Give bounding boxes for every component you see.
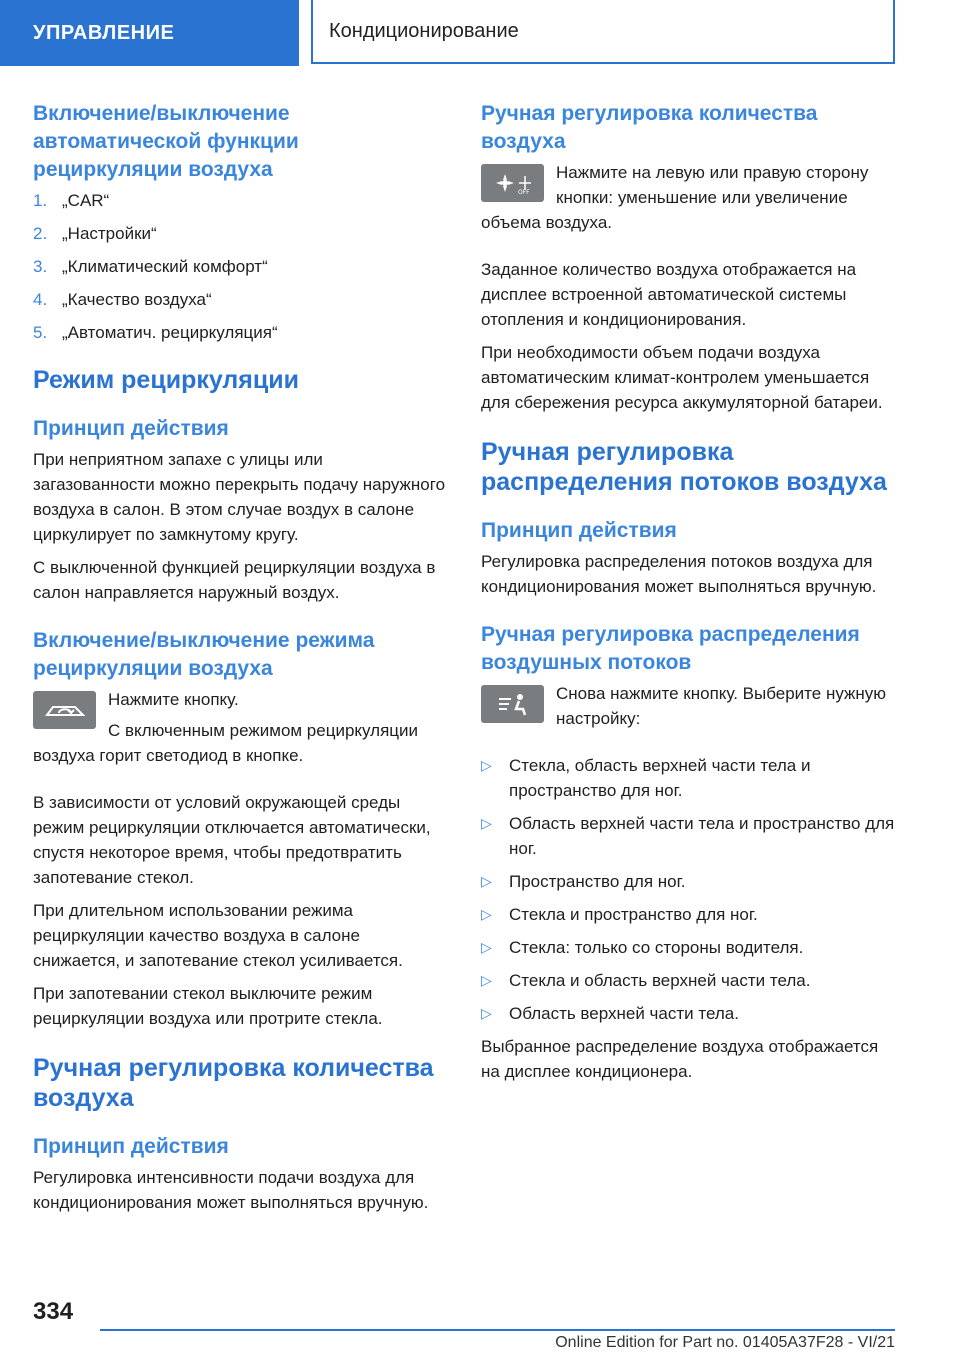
triangle-bullet-icon: ▷: [481, 972, 492, 988]
paragraph: Нажмите на левую или правую сторону кнопки: уменьшение или увеличение объема воздуха.: [481, 163, 869, 232]
heading-manual-amount: Ручная регулировка количества воздуха: [33, 1054, 434, 1112]
paragraph: Заданное количество воздуха отображается на дисплее встроенной автоматической системы отопления и кондиционирования.: [481, 260, 857, 329]
options-list: [481, 753, 897, 1026]
section-tab: УПРАВЛЕНИЕ: [0, 0, 299, 66]
right-column: [481, 100, 897, 1092]
list-item: [33, 254, 448, 279]
heading-onoff-auto-recirc: Включение/выключение автоматической функции рециркуляции воздуха: [33, 102, 299, 181]
recirc-instruction: [33, 687, 448, 782]
triangle-bullet-icon: ▷: [481, 873, 492, 889]
edition-text: Online Edition for Part no. 01405A37F28 - VI/21: [555, 1334, 895, 1351]
paragraph: В зависимости от условий окружающей среды режим рециркуляции отключается автоматически, спустя некоторое время, чтобы предотвратить запотевание стекол.: [33, 793, 431, 887]
step-number: 5.: [33, 323, 48, 342]
list-item: [481, 869, 897, 894]
step-number: 4.: [33, 290, 48, 309]
left-column: [33, 100, 448, 1223]
list-item: [481, 968, 897, 993]
heading-onoff-recirc-mode: Включение/выключение режима рециркуляции воздуха: [33, 629, 375, 680]
heading-manual-distribution: Ручная регулировка распределения потоков воздуха: [481, 438, 887, 496]
list-item: [481, 902, 897, 927]
triangle-bullet-icon: ▷: [481, 757, 492, 773]
list-item: [33, 320, 448, 345]
triangle-bullet-icon: ▷: [481, 906, 492, 922]
svg-text:OFF: OFF: [517, 189, 530, 196]
fan-instruction: [481, 160, 897, 249]
paragraph: Выбранное распределение воздуха отображается на дисплее кондиционера.: [481, 1037, 879, 1081]
step-number: 1.: [33, 191, 48, 210]
list-item: [481, 935, 897, 960]
paragraph: Снова нажмите кнопку. Выберите нужную настройку:: [556, 684, 887, 728]
triangle-bullet-icon: ▷: [481, 939, 492, 955]
triangle-bullet-icon: ▷: [481, 1005, 492, 1021]
paragraph: При длительном использовании режима рециркуляции качество воздуха в салоне снижается, и запотевание стекол усиливается.: [33, 901, 403, 970]
step-number: 2.: [33, 224, 48, 243]
paragraph: При неприятном запахе с улицы или загазованности можно перекрыть подачу наружного воздуха в салон. В этом случае воздух в салоне циркулирует по замкнутому кругу.: [33, 450, 446, 544]
option-text: Стекла: только со стороны водителя.: [509, 938, 804, 957]
list-item: [481, 811, 897, 861]
step-number: 3.: [33, 257, 48, 276]
chapter-title: Кондиционирование: [311, 0, 895, 64]
page-number: 334: [33, 1298, 74, 1325]
triangle-bullet-icon: ▷: [481, 815, 492, 831]
distribution-instruction: [481, 681, 897, 745]
paragraph: При запотевании стекол выключите режим рециркуляции воздуха или протрите стекла.: [33, 984, 383, 1028]
list-item: [481, 1001, 897, 1026]
step-text: „Качество воздуха“: [62, 290, 212, 309]
option-text: Пространство для ног.: [509, 872, 686, 891]
steps-list: [33, 188, 448, 345]
step-text: „CAR“: [62, 191, 110, 210]
option-text: Область верхней части тела.: [509, 1004, 739, 1023]
car-recirculation-icon: [33, 691, 96, 729]
option-text: Стекла и область верхней части тела.: [509, 971, 811, 990]
air-distribution-icon: [481, 685, 544, 723]
list-item: [33, 287, 448, 312]
paragraph: При необходимости объем подачи воздуха автоматическим климат-контролем уменьшается для сбережения ресурса аккумуляторной батареи.: [481, 343, 883, 412]
step-text: „Автоматич. рециркуляция“: [62, 323, 278, 342]
option-text: Область верхней части тела и пространство для ног.: [509, 814, 895, 858]
paragraph: Нажмите кнопку.: [108, 690, 239, 709]
list-item: [33, 221, 448, 246]
step-text: „Климатический комфорт“: [62, 257, 268, 276]
paragraph: Регулировка распределения потоков воздуха для кондиционирования может выполняться вручную.: [481, 552, 877, 596]
fan-icon: [481, 164, 544, 202]
heading-principle: Принцип действия: [481, 519, 677, 542]
footer-divider: [100, 1329, 895, 1331]
paragraph: Регулировка интенсивности подачи воздуха для кондиционирования может выполняться вручную.: [33, 1168, 429, 1212]
option-text: Стекла, область верхней части тела и пространство для ног.: [509, 756, 811, 800]
heading-principle: Принцип действия: [33, 1135, 229, 1158]
list-item: [33, 188, 448, 213]
paragraph: С включенным режимом рециркуляции воздуха горит светодиод в кнопке.: [33, 721, 419, 765]
heading-manual-amount-sub: Ручная регулировка количества воздуха: [481, 102, 818, 153]
step-text: „Настройки“: [62, 224, 157, 243]
heading-manual-streams: Ручная регулировка распределения воздушных потоков: [481, 623, 860, 674]
option-text: Стекла и пространство для ног.: [509, 905, 758, 924]
heading-principle: Принцип действия: [33, 417, 229, 440]
list-item: [481, 753, 897, 803]
paragraph: С выключенной функцией рециркуляции воздуха в салон направляется наружный воздух.: [33, 558, 436, 602]
heading-recirc-mode: Режим рециркуляции: [33, 366, 300, 394]
